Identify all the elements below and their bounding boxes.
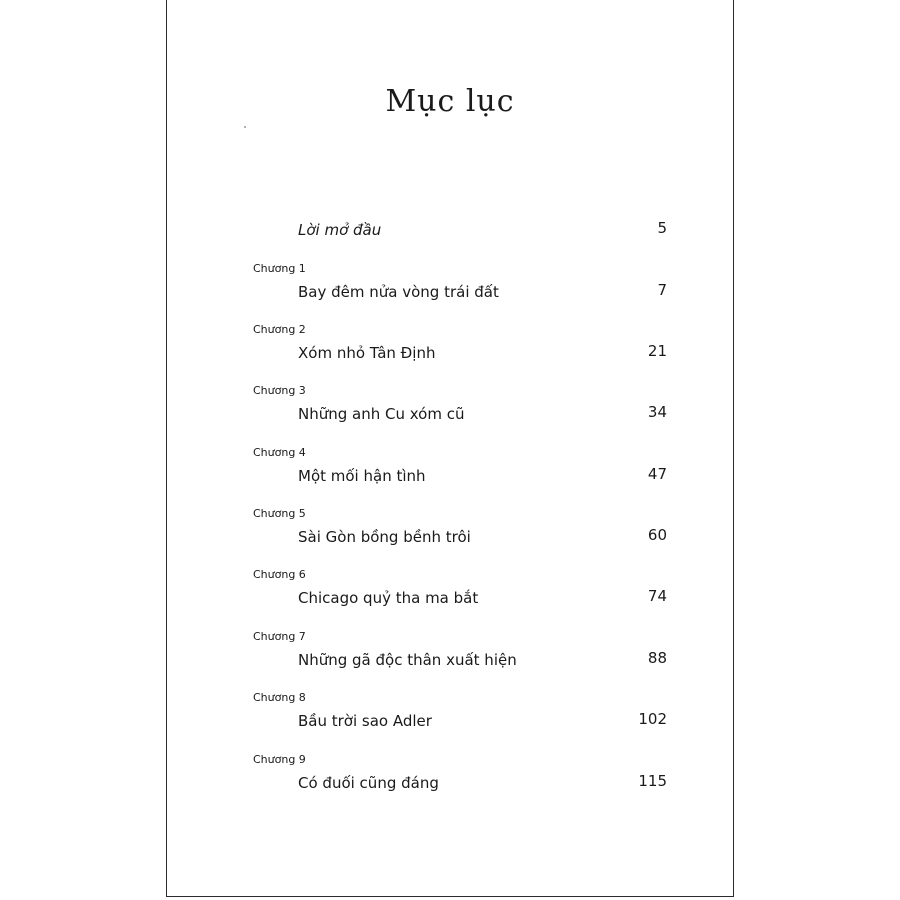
toc-entry-chapter-5 — [167, 507, 733, 557]
toc-title: Mục lục — [385, 84, 515, 119]
chapter-label: Chương 6 — [253, 568, 306, 581]
chapter-label: Chương 2 — [253, 323, 306, 336]
chapter-title: Chicago quỷ tha ma bắt — [298, 589, 479, 607]
toc-entry-chapter-4 — [167, 446, 733, 496]
chapter-label: Chương 8 — [253, 691, 306, 704]
chapter-label: Chương 3 — [253, 384, 306, 397]
toc-entry-chapter-6 — [167, 568, 733, 618]
chapter-title: Những gã độc thân xuất hiện — [298, 651, 517, 669]
chapter-page-number: 88 — [647, 649, 667, 667]
chapter-page-number: 102 — [638, 710, 667, 728]
chapter-label: Chương 1 — [253, 262, 306, 275]
chapter-page-number: 74 — [647, 587, 667, 605]
chapter-title: Một mối hận tình — [298, 467, 426, 485]
toc-entry-chapter-8 — [167, 691, 733, 741]
toc-entry-chapter-1 — [167, 262, 733, 312]
chapter-page-number: 115 — [638, 772, 667, 790]
chapter-page-number: 34 — [647, 403, 667, 421]
page-speck — [244, 126, 246, 128]
intro-title: Lời mở đầu — [298, 221, 382, 239]
toc-entry-chapter-9 — [167, 753, 733, 803]
chapter-title: Những anh Cu xóm cũ — [298, 405, 465, 423]
toc-entry-chapter-7 — [167, 630, 733, 680]
chapter-page-number: 7 — [657, 281, 667, 299]
chapter-label: Chương 5 — [253, 507, 306, 520]
toc-entry-chapter-3 — [167, 384, 733, 434]
chapter-title: Có đuối cũng đáng — [298, 774, 439, 792]
book-page — [166, 0, 734, 897]
intro-page-number: 5 — [657, 219, 667, 237]
chapter-page-number: 21 — [647, 342, 667, 360]
chapter-title: Sài Gòn bồng bềnh trôi — [298, 528, 471, 546]
toc-entry-chapter-2 — [167, 323, 733, 373]
chapter-title: Bầu trời sao Adler — [298, 712, 432, 730]
chapter-label: Chương 4 — [253, 446, 306, 459]
chapter-title: Bay đêm nửa vòng trái đất — [298, 283, 499, 301]
chapter-page-number: 47 — [647, 465, 667, 483]
chapter-title: Xóm nhỏ Tân Định — [298, 344, 436, 362]
chapter-page-number: 60 — [647, 526, 667, 544]
chapter-label: Chương 9 — [253, 753, 306, 766]
chapter-label: Chương 7 — [253, 630, 306, 643]
